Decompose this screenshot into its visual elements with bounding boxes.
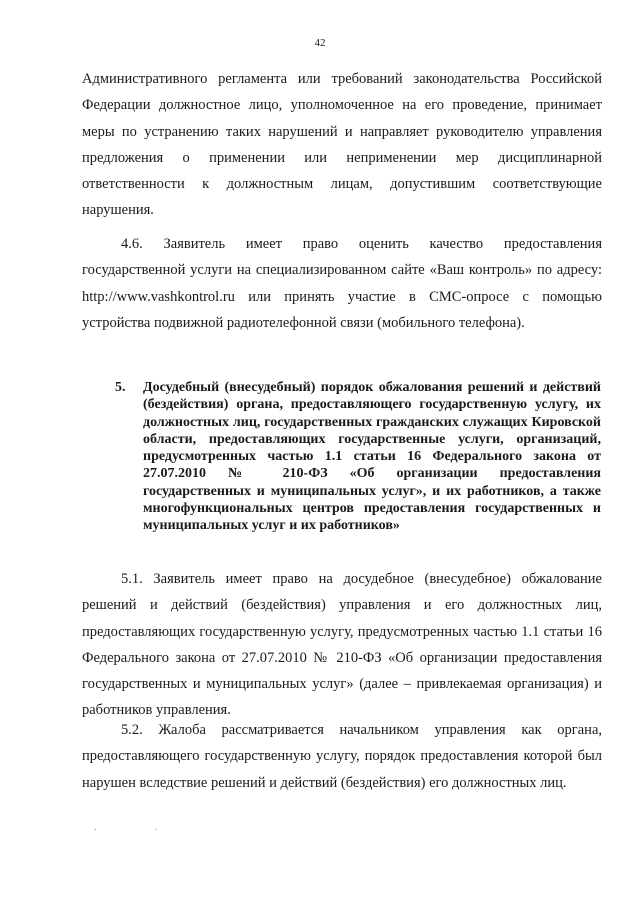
paragraph-5-1: 5.1. Заявитель имеет право на досудебное (внесудебное) обжалование решений и действий (бездействия) управления и его должностных лиц, предоставляющих государственную услугу, предусмотренных частью 1.1 статьи 16 Федерального закона от 27.07.2010 № 210-ФЗ «Об организации предоставления государственных и муниципальных услуг» (далее – привлекаемая организация) и работников управления. bbox=[82, 571, 602, 719]
paragraph-regulation-violations: Административного регламента или требований законодательства Российской Федерации должностное лицо, уполномоченное на его проведение, принимает меры по устранению таких нарушений и направляет руководителю управления предложения о применении или неприменении мер дисциплинарной ответственности к должностным лицам, допустившим соответствующие нарушения. bbox=[82, 71, 602, 219]
page-number: 42 bbox=[314, 37, 326, 49]
paragraph-4-6: 4.6. Заявитель имеет право оценить качество предоставления государственной услуги на специализированном сайте «Ваш контроль» по адресу: http://www.vashkontrol.ru или принять участие в СМС-опросе с помощью устройства подвижной радиотелефонной связи (мобильного телефона). bbox=[82, 236, 602, 331]
paragraph-5-2: 5.2. Жалоба рассматривается начальником управления как органа, предоставляющего государственную услугу, порядок предоставления которой был нарушен вследствие решений и действий (бездействия) его должностных лиц. bbox=[82, 722, 602, 791]
section-heading: Досудебный (внесудебный) порядок обжалования решений и действий (бездействия) органа, предоставляющего государственную услугу, их должностных лиц, государственных гражданских служащих Кировской области, предоставляющих государственные услуги, организаций, предусмотренных частью 1.1 статьи 16 Федерального закона от 27.07.2010 № 210-ФЗ «Об организации предоставления государственных и муниципальных услуг», и их работников, а также многофункциональных центров предоставления государственных и муниципальных услуг и их работников» bbox=[143, 380, 601, 534]
section-number: 5. bbox=[115, 380, 126, 395]
footer-marks: . . bbox=[94, 822, 186, 833]
